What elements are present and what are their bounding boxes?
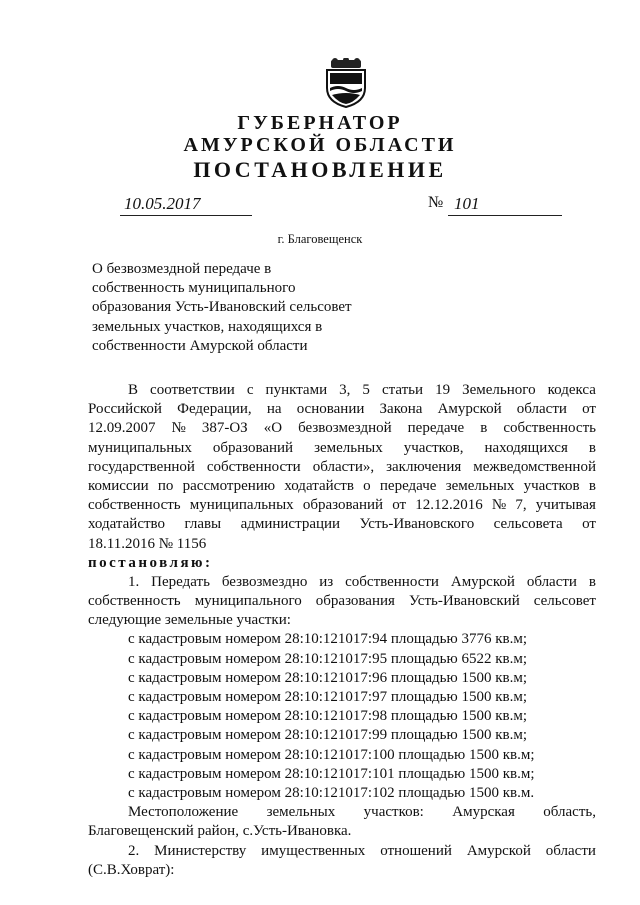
word: 7, <box>515 497 527 514</box>
header-title-region: АМУРСКОЙ ОБЛАСТИ <box>183 134 457 156</box>
header-title-governor: ГУБЕРНАТОР <box>237 112 403 134</box>
word: межведомственной <box>473 458 596 475</box>
word: Усть-Ивановский <box>408 593 520 610</box>
word: сельсовета <box>493 516 563 533</box>
word: заключения <box>386 458 462 475</box>
text-line <box>88 458 596 477</box>
word: собственность <box>88 593 181 610</box>
subject-line: собственность муниципального <box>92 280 296 297</box>
city-line: г. Благовещенск <box>277 232 363 246</box>
word: Амурской <box>450 573 515 590</box>
word: администрации <box>240 516 341 533</box>
text-line <box>88 400 596 419</box>
word: от <box>582 516 596 533</box>
word: безвозмездной <box>298 420 392 437</box>
word: 12.09.2007 <box>88 420 156 437</box>
word: передаче <box>407 420 465 437</box>
text-line <box>88 573 596 592</box>
word: комиссии <box>88 477 149 494</box>
word: области <box>516 401 567 418</box>
word: от <box>582 401 596 418</box>
decree-word: постановляю: <box>88 554 213 571</box>
word: Амурская <box>452 804 515 821</box>
word: в <box>588 439 596 456</box>
word: 1. <box>128 573 140 590</box>
word: Усть-Ивановского <box>359 516 475 533</box>
word: имущественных <box>261 842 366 859</box>
text-line <box>88 842 596 861</box>
word: ходатайств <box>284 477 354 494</box>
word: по <box>157 477 174 494</box>
parcel-item: с кадастровым номером 28:10:121017:97 площадью 1500 кв.м; <box>128 689 527 705</box>
word: из <box>319 573 334 590</box>
word: в <box>588 573 596 590</box>
text-line <box>88 381 596 400</box>
subject-line: собственности Амурской области <box>92 337 308 354</box>
word: соответствии <box>150 382 235 398</box>
document-body <box>88 381 596 880</box>
word: о <box>363 477 371 494</box>
word: Амурской <box>437 401 502 418</box>
item-1-last-line: следующие земельные участки: <box>88 612 291 629</box>
word: кодекса <box>547 382 596 398</box>
subject-line: образования Усть-Ивановский сельсовет <box>92 299 352 316</box>
word: главы <box>184 516 222 533</box>
word: собственность <box>88 497 181 514</box>
word: 2. <box>128 842 140 859</box>
word: от <box>392 497 407 514</box>
word: учитывая <box>535 497 596 514</box>
word: области», <box>312 458 375 475</box>
text-line <box>88 803 596 822</box>
word: участков: <box>363 804 424 821</box>
word: 5 <box>362 382 370 398</box>
word: Российской <box>88 401 162 418</box>
location-paragraph <box>88 803 596 822</box>
word: 19 <box>435 382 451 398</box>
subject-line: земельных участков, находящихся в <box>92 318 323 335</box>
word: В <box>128 382 139 398</box>
word: основании <box>296 401 365 418</box>
word: муниципального <box>194 593 302 610</box>
parcel-item: с кадастровым номером 28:10:121017:95 площадью 6522 кв.м; <box>128 650 527 667</box>
parcel-item: с кадастровым номером 28:10:121017:99 площадью 1500 кв.м; <box>128 727 527 744</box>
word: Министерству <box>154 842 247 859</box>
word: статьи <box>381 382 424 398</box>
word: образований <box>212 439 294 456</box>
word: земельных <box>266 804 336 821</box>
word: 387-ОЗ <box>201 420 248 437</box>
parcel-item: с кадастровым номером 28:10:121017:98 площадью 1500 кв.м; <box>128 708 527 725</box>
item-1-paragraph <box>88 573 596 611</box>
amur-coat-of-arms-icon <box>323 58 369 108</box>
word: участков, <box>403 439 464 456</box>
word: Закона <box>379 401 423 418</box>
word: «О <box>263 420 283 437</box>
parcel-list <box>88 630 596 803</box>
text-line <box>88 515 596 534</box>
word: Передать <box>151 573 210 590</box>
preamble-last-line: 18.11.2016 № 1156 <box>88 535 207 552</box>
text-line <box>88 496 596 515</box>
word: образования <box>315 593 395 610</box>
word: в <box>588 477 596 494</box>
parcel-item: с кадастровым номером 28:10:121017:102 площадью 1500 кв.м. <box>128 784 535 801</box>
text-line <box>88 439 596 458</box>
word: на <box>266 401 282 418</box>
word: безвозмездно <box>221 573 308 590</box>
word: Местоположение <box>128 804 239 821</box>
location-last-line: Благовещенский район, с.Усть-Ивановка. <box>88 823 352 840</box>
document-number: 101 <box>448 193 562 216</box>
word: участков <box>523 477 580 494</box>
word: собственности <box>345 573 439 590</box>
word: область, <box>543 804 596 821</box>
word: отношений <box>380 842 452 859</box>
word: рассмотрению <box>182 477 276 494</box>
word: ходатайство <box>88 516 166 533</box>
word: собственность <box>503 420 596 437</box>
word: пунктами <box>265 382 328 398</box>
word: собственности <box>206 458 301 475</box>
word: Амурской <box>466 842 531 859</box>
word: Земельного <box>462 382 536 398</box>
document-date: 10.05.2017 <box>120 193 252 216</box>
word: муниципальных <box>189 497 294 514</box>
item-2-last-line: (С.В.Ховрат): <box>88 861 175 878</box>
subject-line: О безвозмездной передаче в <box>92 261 272 277</box>
word: № <box>171 420 186 437</box>
parcel-item: с кадастровым номером 28:10:121017:101 площадью 1500 кв.м; <box>128 765 535 782</box>
word: сельсовет <box>533 593 596 610</box>
text-line <box>88 477 596 496</box>
word: государственной <box>88 458 195 475</box>
document-number-label: № <box>428 194 444 211</box>
word: передаче <box>379 477 437 494</box>
word: находящихся <box>484 439 568 456</box>
word: 12.12.2016 <box>415 497 483 514</box>
parcel-item: с кадастровым номером 28:10:121017:100 площадью 1500 кв.м; <box>128 746 535 763</box>
word: области <box>545 842 596 859</box>
text-line <box>88 419 596 438</box>
parcel-item: с кадастровым номером 28:10:121017:96 площадью 1500 кв.м; <box>128 669 527 686</box>
parcel-item: с кадастровым номером 28:10:121017:94 площадью 3776 кв.м; <box>128 631 527 648</box>
word: земельных <box>445 477 515 494</box>
document-type-title: ПОСТАНОВЛЕНИЕ <box>193 157 447 182</box>
subject-block <box>92 260 412 356</box>
word: 3, <box>339 382 351 398</box>
word: в <box>480 420 488 437</box>
word: № <box>491 497 507 514</box>
text-line <box>88 592 596 611</box>
preamble-paragraph <box>88 381 596 535</box>
item-2-paragraph <box>88 842 596 861</box>
word: земельных <box>314 439 383 456</box>
word: образований <box>302 497 384 514</box>
word: муниципальных <box>88 439 192 456</box>
word: области <box>526 573 577 590</box>
word: Федерации, <box>177 401 252 418</box>
word: с <box>246 382 254 398</box>
